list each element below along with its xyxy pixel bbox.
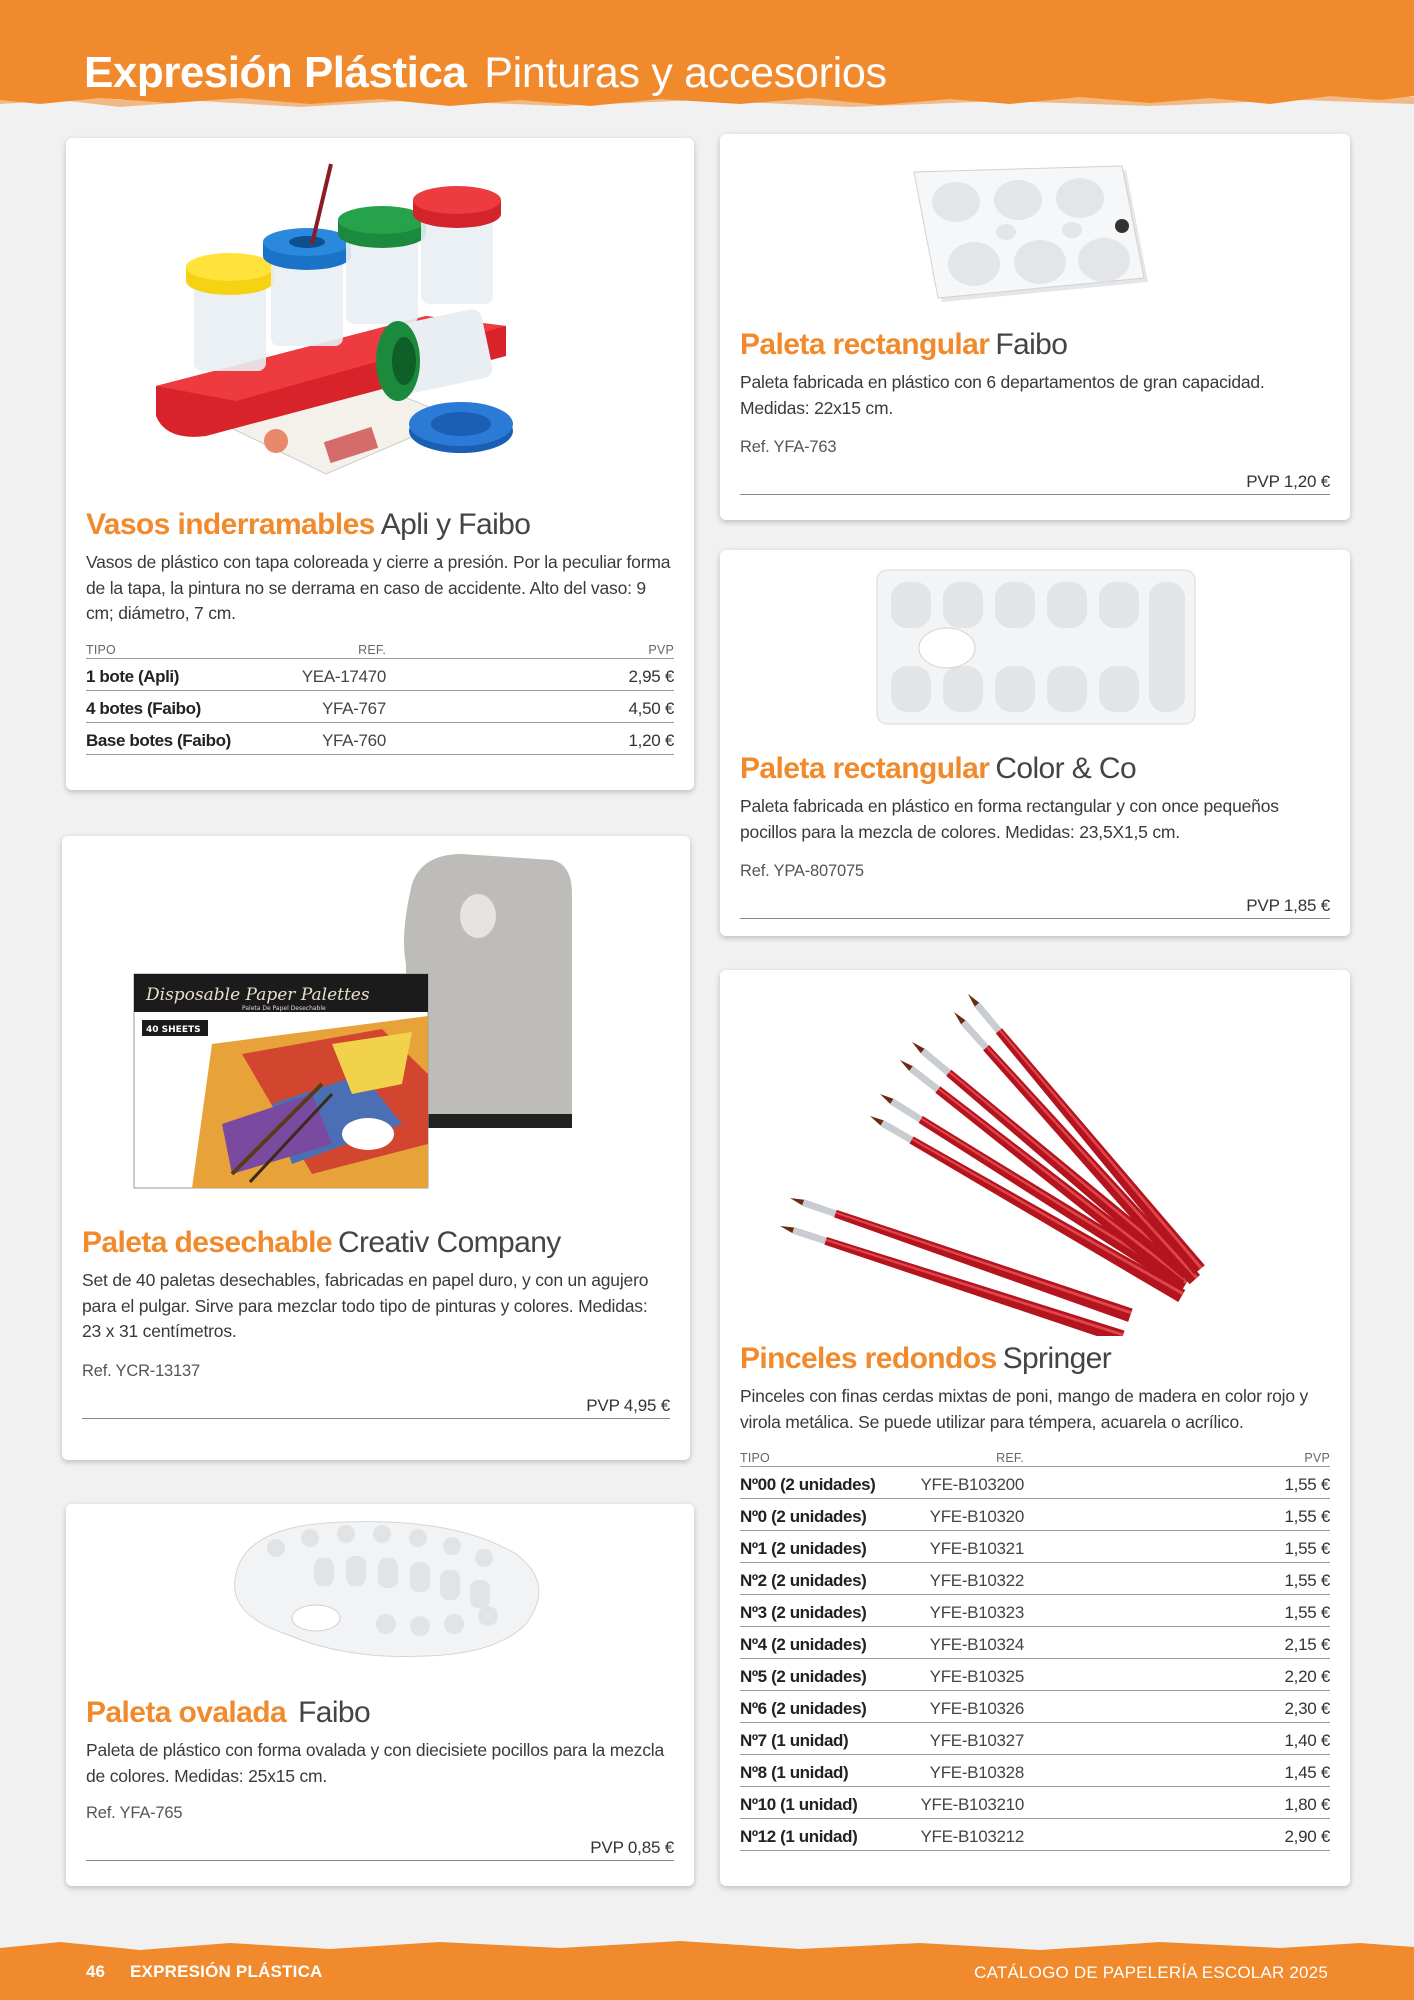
paleta-faibo-title	[740, 328, 1067, 362]
vasos-brand: Apli y Faibo	[380, 508, 531, 541]
table-row	[740, 1723, 1330, 1755]
paleta-faibo-name: Paleta rectangular	[740, 328, 990, 361]
table-row	[740, 1563, 1330, 1595]
table-row	[86, 723, 674, 755]
product-card-paleta-faibo	[720, 134, 1350, 520]
package-brand-text: Disposable Paper Palettes	[146, 985, 370, 1005]
row-tipo: Nº7 (1 unidad)	[740, 1731, 849, 1750]
vasos-product-image	[146, 156, 566, 496]
row-tipo: Nº3 (2 unidades)	[740, 1603, 867, 1622]
row-ref: YEA-17470	[301, 667, 386, 686]
table-row	[86, 659, 674, 691]
pinceles-brand: Springer	[1002, 1342, 1112, 1375]
table-row	[740, 1819, 1330, 1851]
paleta-colorco-title	[740, 752, 1136, 786]
paleta-desechable-ref: Ref. YCR-13137	[82, 1362, 200, 1380]
paleta-colorco-image	[875, 568, 1197, 726]
row-tipo: Nº5 (2 unidades)	[740, 1667, 867, 1686]
row-ref: YFE-B10322	[929, 1571, 1024, 1590]
paleta-colorco-description: Paleta fabricada en plástico en forma rectangular y con once pequeños pocillos para la mezcla de colores. Medidas: 23,5X1,5 cm.	[740, 796, 1279, 842]
row-pvp: 1,80 €	[1284, 1795, 1330, 1814]
row-pvp: 4,50 €	[628, 699, 674, 718]
col-ref: REF.	[358, 643, 386, 657]
row-ref: YFE-B10328	[929, 1763, 1024, 1782]
vasos-title	[86, 508, 530, 542]
row-tipo: Nº4 (2 unidades)	[740, 1635, 867, 1654]
row-ref: YFE-B10325	[929, 1667, 1024, 1686]
product-card-paleta-ovalada	[66, 1504, 694, 1886]
row-pvp: 1,40 €	[1284, 1731, 1330, 1750]
row-tipo: Nº2 (2 unidades)	[740, 1571, 867, 1590]
row-tipo: Nº6 (2 unidades)	[740, 1699, 867, 1718]
paleta-desechable-price: PVP 4,95 €	[82, 1396, 670, 1419]
table-row	[740, 1691, 1330, 1723]
row-tipo: Nº10 (1 unidad)	[740, 1795, 858, 1814]
paleta-desechable-name: Paleta desechable	[82, 1226, 332, 1259]
row-ref: YFA-767	[321, 699, 386, 718]
col-pvp: PVP	[1304, 1451, 1330, 1465]
table-row	[86, 691, 674, 723]
paleta-ovalada-title	[86, 1696, 370, 1730]
paleta-ovalada-ref: Ref. YFA-765	[86, 1804, 183, 1822]
row-ref: YFA-760	[321, 731, 386, 750]
row-ref: YFE-B103210	[920, 1795, 1024, 1814]
page-title	[84, 48, 887, 98]
vasos-table-header	[86, 640, 674, 659]
table-row	[740, 1627, 1330, 1659]
table-row	[740, 1499, 1330, 1531]
footer-catalog: CATÁLOGO DE PAPELERÍA ESCOLAR 2025	[974, 1963, 1328, 1982]
paleta-colorco-ref: Ref. YPA-807075	[740, 862, 864, 880]
row-pvp: 1,20 €	[628, 731, 674, 750]
row-pvp: 2,15 €	[1284, 1635, 1330, 1654]
paleta-ovalada-price: PVP 0,85 €	[86, 1838, 674, 1861]
row-tipo: Nº8 (1 unidad)	[740, 1763, 849, 1782]
row-tipo: Nº0 (2 unidades)	[740, 1507, 867, 1526]
row-pvp: 2,95 €	[628, 667, 674, 686]
col-tipo: TIPO	[740, 1451, 770, 1465]
page-number: 46	[86, 1962, 105, 1981]
vasos-name: Vasos inderramables	[86, 508, 375, 541]
row-pvp: 2,20 €	[1284, 1667, 1330, 1686]
row-ref: YFE-B10327	[929, 1731, 1024, 1750]
row-pvp: 1,45 €	[1284, 1763, 1330, 1782]
row-pvp: 1,55 €	[1284, 1603, 1330, 1622]
row-pvp: 2,90 €	[1284, 1827, 1330, 1846]
paleta-ovalada-name: Paleta ovalada	[86, 1696, 287, 1729]
vasos-table	[86, 640, 674, 755]
page-footer	[0, 1938, 1414, 2000]
paleta-desechable-brand: Creativ Company	[337, 1226, 561, 1259]
paleta-ovalada-description: Paleta de plástico con forma ovalada y con diecisiete pocillos para la mezcla de colores. Medidas: 25x15 cm.	[86, 1740, 664, 1786]
paleta-desechable-description: Set de 40 paletas desechables, fabricadas en papel duro, y con un agujero para el pulgar. Sirve para mezclar todo tipo de pinturas y colores. Medidas: 23 x 31 centímetros.	[82, 1270, 649, 1341]
row-ref: YFE-B10326	[929, 1699, 1024, 1718]
row-pvp: 1,55 €	[1284, 1475, 1330, 1494]
table-row	[740, 1531, 1330, 1563]
vasos-description: Vasos de plástico con tapa coloreada y cierre a presión. Por la peculiar forma de la tapa, la pintura no se derrama en caso de accidente. Alto del vaso: 9 cm; diámetro, 7 cm.	[86, 552, 671, 623]
row-ref: YFE-B10321	[929, 1539, 1024, 1558]
col-ref: REF.	[996, 1451, 1024, 1465]
pinceles-name: Pinceles redondos	[740, 1342, 997, 1375]
package-subtitle-text: Paleta De Papel Desechable	[242, 1005, 326, 1012]
row-pvp: 1,55 €	[1284, 1571, 1330, 1590]
paleta-faibo-image	[912, 162, 1152, 304]
row-pvp: 2,30 €	[1284, 1699, 1330, 1718]
page-title-section: Expresión Plástica	[84, 48, 467, 97]
table-row	[740, 1467, 1330, 1499]
page-header	[0, 0, 1414, 122]
pinceles-title	[740, 1342, 1111, 1376]
row-pvp: 1,55 €	[1284, 1539, 1330, 1558]
table-row	[740, 1595, 1330, 1627]
col-tipo: TIPO	[86, 643, 116, 657]
package-sheets-text: 40 SHEETS	[146, 1025, 201, 1035]
paleta-desechable-image	[132, 844, 612, 1194]
paleta-colorco-brand: Color & Co	[995, 752, 1137, 785]
paleta-faibo-description: Paleta fabricada en plástico con 6 departamentos de gran capacidad. Medidas: 22x15 cm.	[740, 372, 1265, 418]
row-ref: YFE-B103200	[920, 1475, 1024, 1494]
row-tipo: 1 bote (Apli)	[86, 667, 180, 686]
row-ref: YFE-B10323	[929, 1603, 1024, 1622]
pinceles-table	[740, 1448, 1330, 1851]
table-row	[740, 1787, 1330, 1819]
table-row	[740, 1659, 1330, 1691]
table-row	[740, 1755, 1330, 1787]
col-pvp: PVP	[648, 643, 674, 657]
row-ref: YFE-B10320	[929, 1507, 1024, 1526]
page-title-subsection: Pinturas y accesorios	[484, 49, 887, 97]
paleta-faibo-ref: Ref. YFA-763	[740, 438, 837, 456]
row-tipo: Base botes (Faibo)	[86, 731, 231, 750]
product-card-pinceles	[720, 970, 1350, 1886]
row-ref: YFE-B10324	[929, 1635, 1024, 1654]
product-card-vasos	[66, 138, 694, 790]
row-tipo: Nº12 (1 unidad)	[740, 1827, 858, 1846]
row-tipo: Nº00 (2 unidades)	[740, 1475, 876, 1494]
row-tipo: Nº1 (2 unidades)	[740, 1539, 867, 1558]
pinceles-table-header	[740, 1448, 1330, 1467]
footer-section: EXPRESIÓN PLÁSTICA	[130, 1962, 323, 1981]
paleta-ovalada-image	[226, 1514, 546, 1664]
paleta-ovalada-brand: Faibo	[298, 1696, 371, 1729]
row-ref: YFE-B103212	[920, 1827, 1024, 1846]
pinceles-description: Pinceles con finas cerdas mixtas de poni, mango de madera en color rojo y virola metálica. Se puede utilizar para témpera, acuarela o acrílico.	[740, 1386, 1309, 1432]
paleta-colorco-name: Paleta rectangular	[740, 752, 990, 785]
pinceles-image	[770, 976, 1310, 1336]
row-tipo: 4 botes (Faibo)	[86, 699, 201, 718]
product-card-paleta-colorco	[720, 550, 1350, 936]
row-pvp: 1,55 €	[1284, 1507, 1330, 1526]
paleta-colorco-price: PVP 1,85 €	[740, 896, 1330, 919]
paleta-desechable-title	[82, 1226, 561, 1260]
product-card-paleta-desechable	[62, 836, 690, 1460]
paleta-faibo-brand: Faibo	[995, 328, 1068, 361]
paleta-faibo-price: PVP 1,20 €	[740, 472, 1330, 495]
